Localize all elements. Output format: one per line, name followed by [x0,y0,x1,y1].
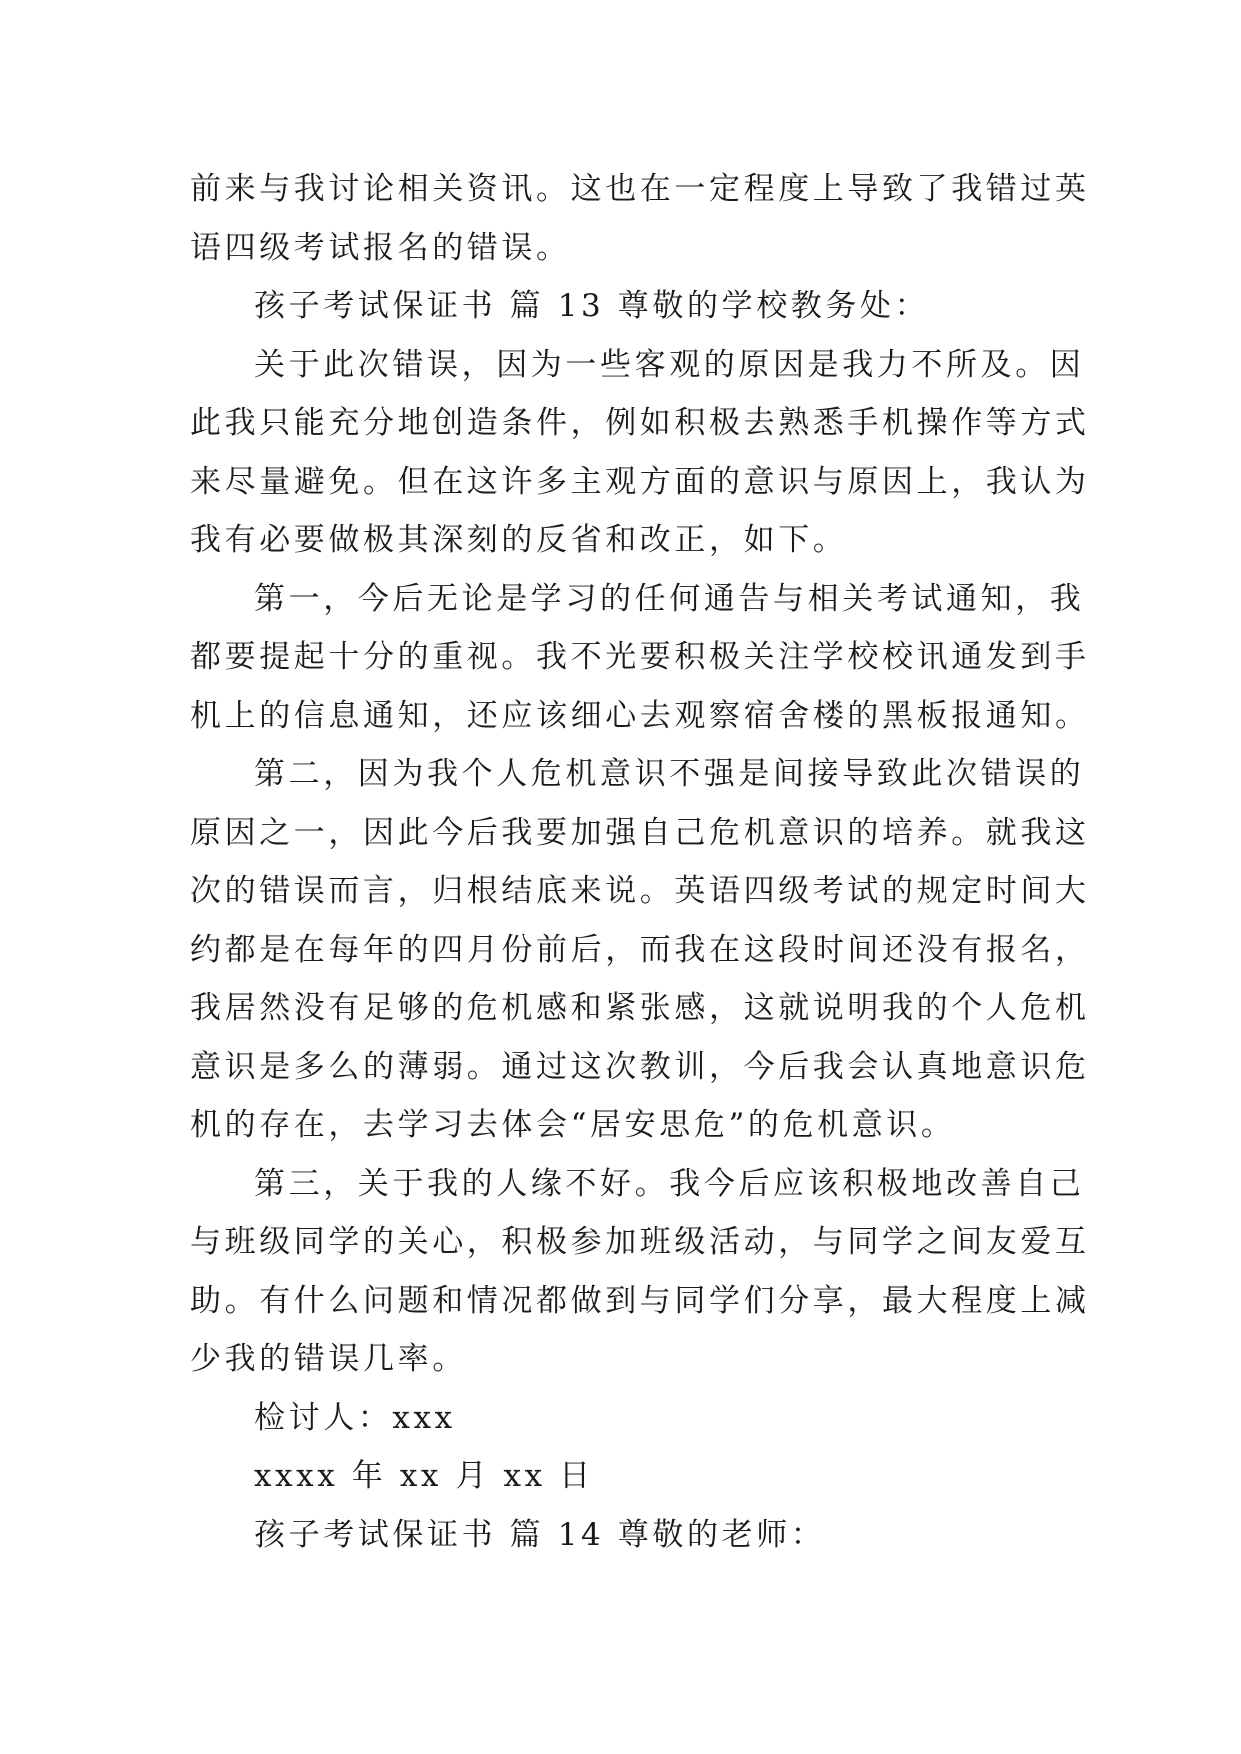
text-line: 意识是多么的薄弱。通过这次教训，今后我会认真地意识危 [190,1048,1090,1085]
text-line: 来尽量避免。但在这许多主观方面的意识与原因上，我认为 [190,463,1090,500]
text-line: 机的存在，去学习去体会“居安思危”的危机意识。 [190,1107,956,1143]
text-line: 少我的错误几率。 [190,1341,467,1377]
signatory-line: 检讨人：xxx [254,1399,456,1436]
text-line: 都要提起十分的重视。我不光要积极关注学校校讯通发到手 [190,639,1090,675]
text-line: 次的错误而言，归根结底来说。英语四级考试的规定时间大 [190,873,1090,909]
text-line: 助。有什么问题和情况都做到与同学们分享，最大程度上减 [190,1282,1090,1319]
section-heading-14: 孩子考试保证书 篇 14 尊敬的老师： [254,1516,826,1553]
text-line: 语四级考试报名的错误。 [190,229,571,266]
document-body [190,160,1090,1564]
text-line: 第一，今后无论是学习的任何通告与相关考试通知，我 [254,580,1085,617]
text-line: 第二，因为我个人危机意识不强是间接导致此次错误的 [254,756,1085,792]
text-line: 约都是在每年的四月份前后，而我在这段时间还没有报名， [190,931,1090,968]
section-heading-13: 孩子考试保证书 篇 13 尊敬的学校教务处： [254,288,930,324]
text-line: 我有必要做极其深刻的反省和改正，如下。 [190,522,848,558]
date-line: xxxx 年 xx 月 xx 日 [254,1458,594,1494]
text-line: 原因之一，因此今后我要加强自己危机意识的培养。就我这 [190,814,1090,851]
text-line: 此我只能充分地创造条件，例如积极去熟悉手机操作等方式 [190,405,1090,441]
text-line: 前来与我讨论相关资讯。这也在一定程度上导致了我错过英 [190,171,1090,207]
text-line: 机上的信息通知，还应该细心去观察宿舍楼的黑板报通知。 [190,697,1090,734]
text-line: 第三，关于我的人缘不好。我今后应该积极地改善自己 [254,1165,1085,1202]
text-line: 关于此次错误，因为一些客观的原因是我力不所及。因 [254,346,1085,383]
text-line: 我居然没有足够的危机感和紧张感，这就说明我的个人危机 [190,990,1090,1026]
text-line: 与班级同学的关心，积极参加班级活动，与同学之间友爱互 [190,1224,1090,1260]
